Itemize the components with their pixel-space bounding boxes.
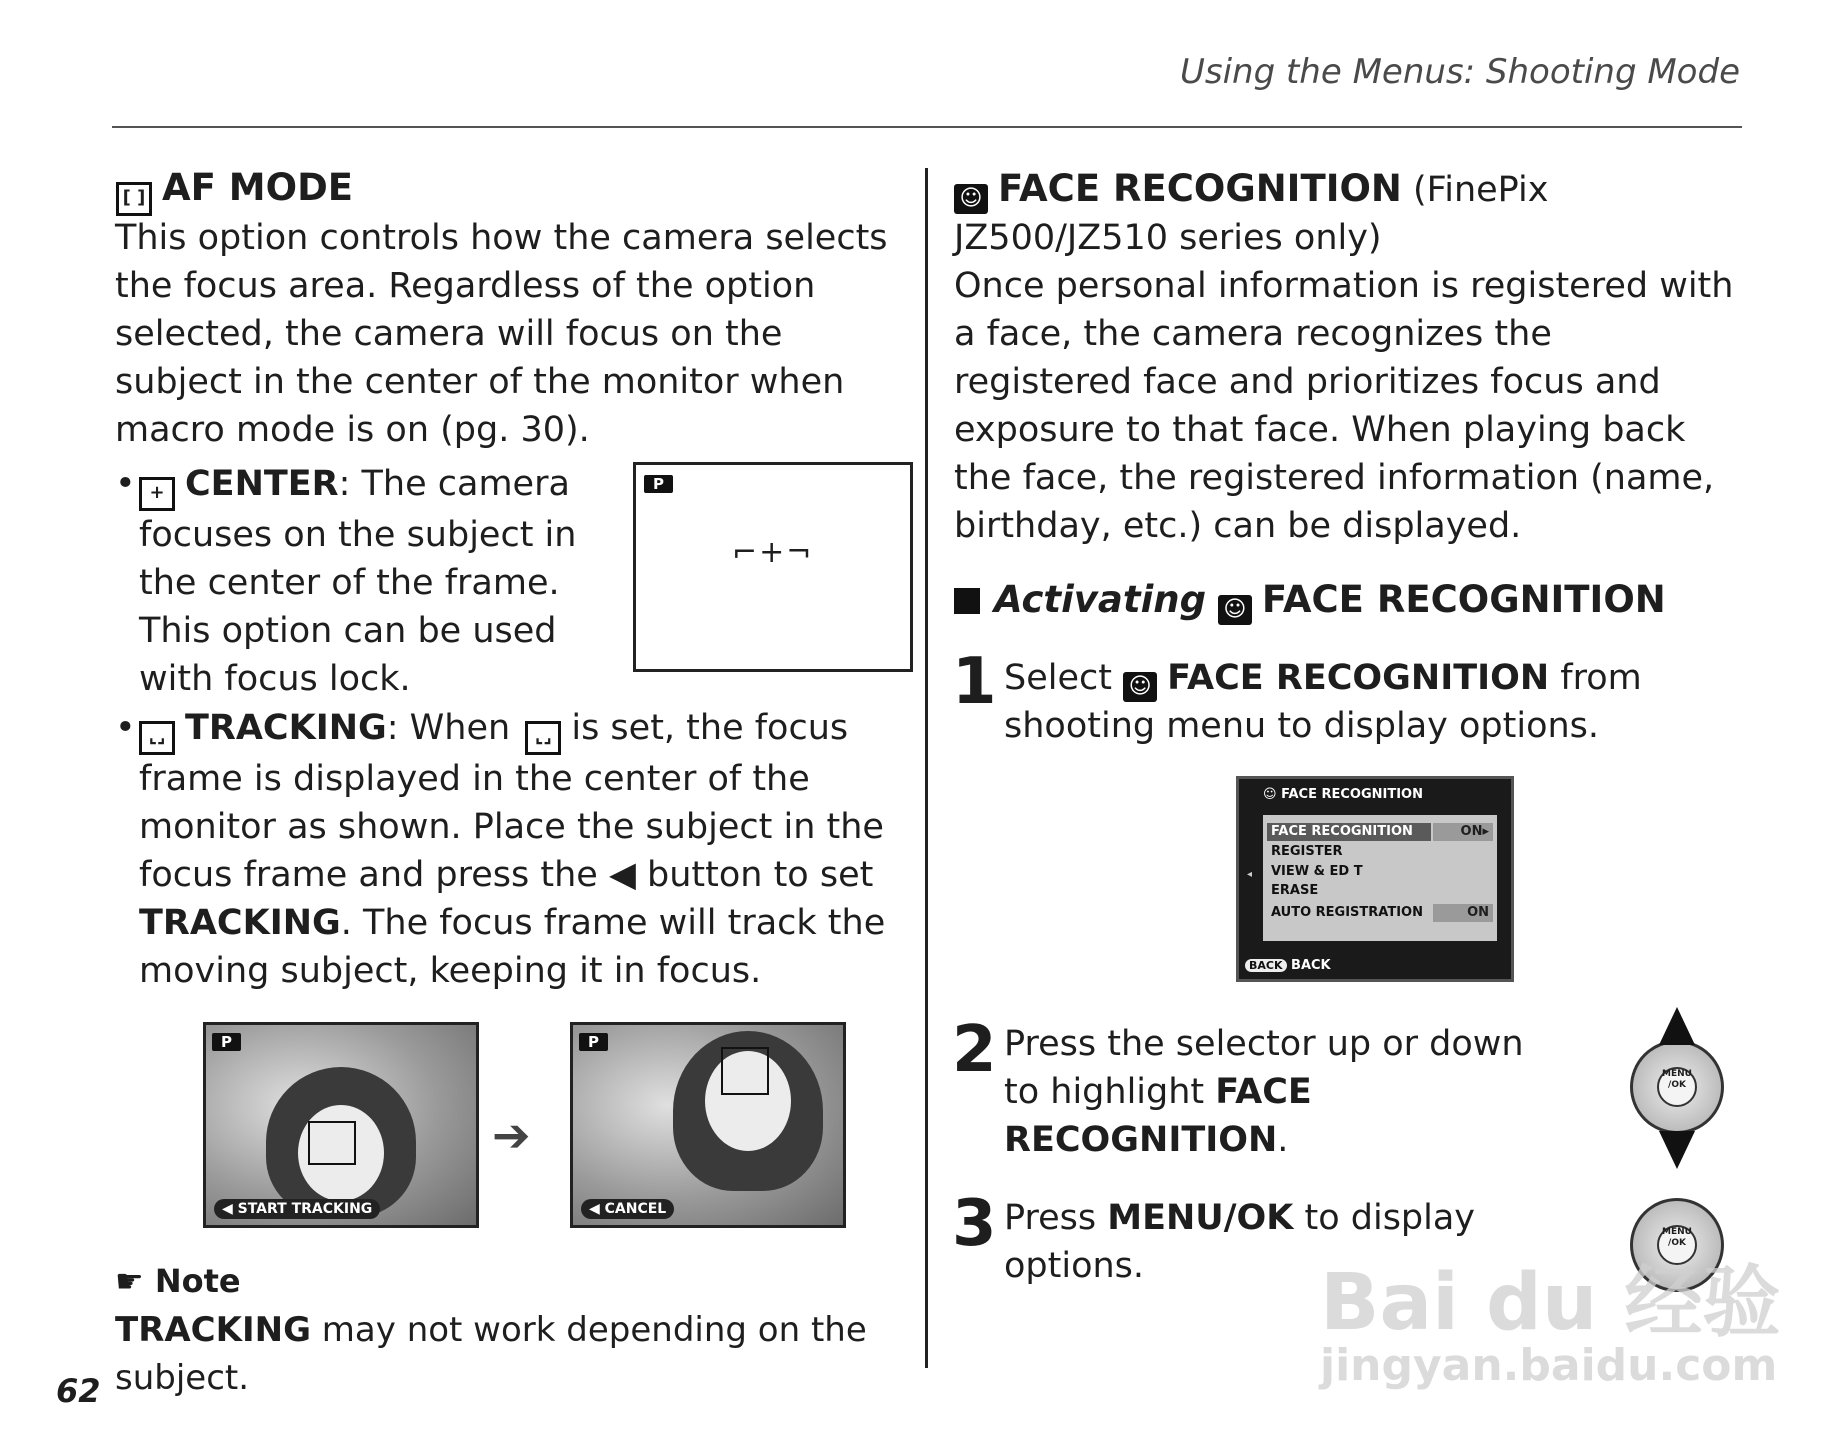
center-text: : The camera focuses on the subject in the center of the frame. This option can be used with focus lock. bbox=[139, 464, 577, 699]
scroll-left-icon: ◂ bbox=[1247, 869, 1253, 880]
menu-title: ☺ FACE RECOGNITION bbox=[1263, 787, 1423, 802]
center-bullet: • + CENTER: The camera focuses on the subject in the center of the frame. This option can be used with focus lock. bbox=[115, 464, 577, 699]
tracking-af-icon: ⌞⌟ bbox=[139, 721, 175, 755]
mode-badge: P bbox=[644, 475, 673, 493]
mode-badge: P bbox=[579, 1033, 608, 1051]
tracking-label: TRACKING bbox=[185, 708, 387, 748]
menu-ok-button-icon: MENU /OK bbox=[1657, 1067, 1697, 1107]
step-1-bold: FACE RECOGNITION bbox=[1167, 658, 1550, 698]
tracking-inline-icon: ⌞⌟ bbox=[525, 721, 561, 755]
face-recognition-icon: ☺ bbox=[954, 184, 988, 214]
step-2-number: 2 bbox=[952, 1013, 997, 1087]
step-2-pre: Press the selector up or down to highlight bbox=[1004, 1024, 1524, 1112]
column-divider bbox=[925, 168, 928, 1368]
note-text: may not work depending on the subject. bbox=[115, 1310, 867, 1398]
back-label: BACK bbox=[1291, 958, 1331, 973]
tracking-bold: TRACKING bbox=[139, 903, 341, 943]
note-body bbox=[115, 1306, 915, 1402]
tracking-photo-before bbox=[203, 1022, 479, 1228]
tracking-frame-icon bbox=[721, 1047, 769, 1095]
left-arrow-icon: ◀ bbox=[608, 855, 636, 895]
tracking-photo-after bbox=[570, 1022, 846, 1228]
selector-dial-updown bbox=[1630, 1040, 1724, 1134]
tracking-text-2: is set, the focus frame is displayed in the center of the monitor as shown. Place the subject in the focus frame and press the bbox=[139, 708, 884, 895]
tracking-text-1: : When bbox=[386, 708, 511, 748]
menu-item-auto-registration[interactable]: AUTO REGISTRATION bbox=[1271, 905, 1423, 920]
step-2-post: . bbox=[1277, 1120, 1289, 1160]
note-title: Note bbox=[154, 1262, 241, 1300]
step-1-number: 1 bbox=[952, 645, 997, 719]
mode-badge: P bbox=[212, 1033, 241, 1051]
fr-body: Once personal information is registered with a face, the camera recognizes the registered face and prioritizes focus and exposure to that face. When playing back the face, the registered information (name, birthday, etc.) can be displayed. bbox=[954, 266, 1734, 546]
menu-ok-button-icon: MENU /OK bbox=[1657, 1225, 1697, 1265]
step-1-text bbox=[1004, 654, 1704, 750]
down-arrow-icon bbox=[1659, 1131, 1695, 1169]
start-tracking-text: START TRACKING bbox=[237, 1201, 373, 1217]
cancel-text: CANCEL bbox=[604, 1201, 667, 1217]
square-bullet-icon bbox=[954, 588, 980, 614]
pointing-hand-icon: ☛ bbox=[115, 1262, 144, 1300]
baidu-watermark-logo: Bai du 经验 bbox=[1320, 1258, 1781, 1348]
menu-title-text: FACE RECOGNITION bbox=[1281, 787, 1423, 802]
activating-bold: FACE RECOGNITION bbox=[1261, 578, 1666, 621]
face-recognition-menu-screen bbox=[1236, 776, 1514, 982]
baidu-watermark-url: jingyan.baidu.com bbox=[1320, 1340, 1778, 1391]
menu-item-register[interactable]: REGISTER bbox=[1271, 844, 1343, 859]
step-3-number: 3 bbox=[952, 1187, 997, 1261]
arrow-right-icon: ➔ bbox=[492, 1108, 531, 1162]
activating-italic: Activating bbox=[994, 578, 1207, 621]
face-recognition-icon: ☺ bbox=[1123, 672, 1157, 702]
menu-item-face-recognition[interactable]: FACE RECOGNITION bbox=[1267, 823, 1431, 841]
tracking-text-4: . The focus frame will track the moving subject, keeping it in focus. bbox=[139, 903, 886, 991]
step-3-pre: Press bbox=[1004, 1198, 1108, 1238]
note-heading bbox=[115, 1262, 241, 1300]
up-arrow-icon bbox=[1659, 1007, 1695, 1045]
back-key-icon: BACK bbox=[1245, 959, 1287, 972]
step-3-post: to display options. bbox=[1004, 1198, 1476, 1286]
center-label: CENTER bbox=[185, 464, 339, 504]
tracking-text-3: button to set bbox=[647, 855, 874, 895]
start-tracking-label: ◀ START TRACKING bbox=[214, 1199, 380, 1219]
step-1-post: from shooting menu to display options. bbox=[1004, 658, 1642, 746]
menu-item-erase[interactable]: ERASE bbox=[1271, 883, 1319, 898]
center-af-icon: + bbox=[139, 477, 175, 511]
face-recognition-heading bbox=[954, 165, 1734, 262]
face-recognition-icon: ☺ bbox=[1218, 595, 1252, 625]
page-number: 62 bbox=[56, 1372, 101, 1410]
menu-value-auto-registration: ON bbox=[1433, 904, 1493, 922]
menu-value-face-recognition: ON▸ bbox=[1433, 823, 1493, 841]
header-rule bbox=[112, 126, 1742, 128]
af-mode-body: This option controls how the camera selects the focus area. Regardless of the option selected, the camera will focus on the subject in the center of the monitor when macro mode is on (pg. 30). bbox=[115, 218, 888, 450]
menu-panel bbox=[1263, 815, 1497, 941]
center-frame-illustration bbox=[633, 462, 913, 672]
fr-title-suffix: (FinePix JZ500/JZ510 series only) bbox=[954, 170, 1549, 258]
note-bold: TRACKING bbox=[115, 1310, 311, 1350]
step-3-bold: MENU/OK bbox=[1107, 1198, 1294, 1238]
af-mode-icon: [ ] bbox=[116, 182, 152, 216]
cancel-label: ◀ CANCEL bbox=[581, 1199, 674, 1219]
af-mode-title: AF MODE bbox=[162, 166, 354, 209]
focus-frame-icon: ⌐+¬ bbox=[732, 535, 814, 570]
step-2-bold: FACE RECOGNITION bbox=[1004, 1072, 1312, 1160]
back-button[interactable] bbox=[1245, 958, 1331, 973]
step-1-pre: Select bbox=[1004, 658, 1124, 698]
section-header: Using the Menus: Shooting Mode bbox=[1179, 52, 1740, 92]
menu-item-view-edit[interactable]: VIEW & ED T bbox=[1271, 864, 1363, 879]
af-mode-heading bbox=[116, 166, 353, 216]
activating-heading bbox=[954, 578, 1666, 625]
fr-title: FACE RECOGNITION bbox=[998, 167, 1402, 210]
step-2-text bbox=[1004, 1020, 1544, 1164]
focus-frame-icon bbox=[308, 1121, 356, 1165]
tracking-bullet: • ⌞⌟ TRACKING: When ⌞⌟ is set, the focus frame is displayed in the center of the monitor as shown. Place the subject in the focus frame and press the ◀ button to set TRACKING. The focus frame will track the moving subject, keeping it in focus. bbox=[115, 708, 886, 991]
